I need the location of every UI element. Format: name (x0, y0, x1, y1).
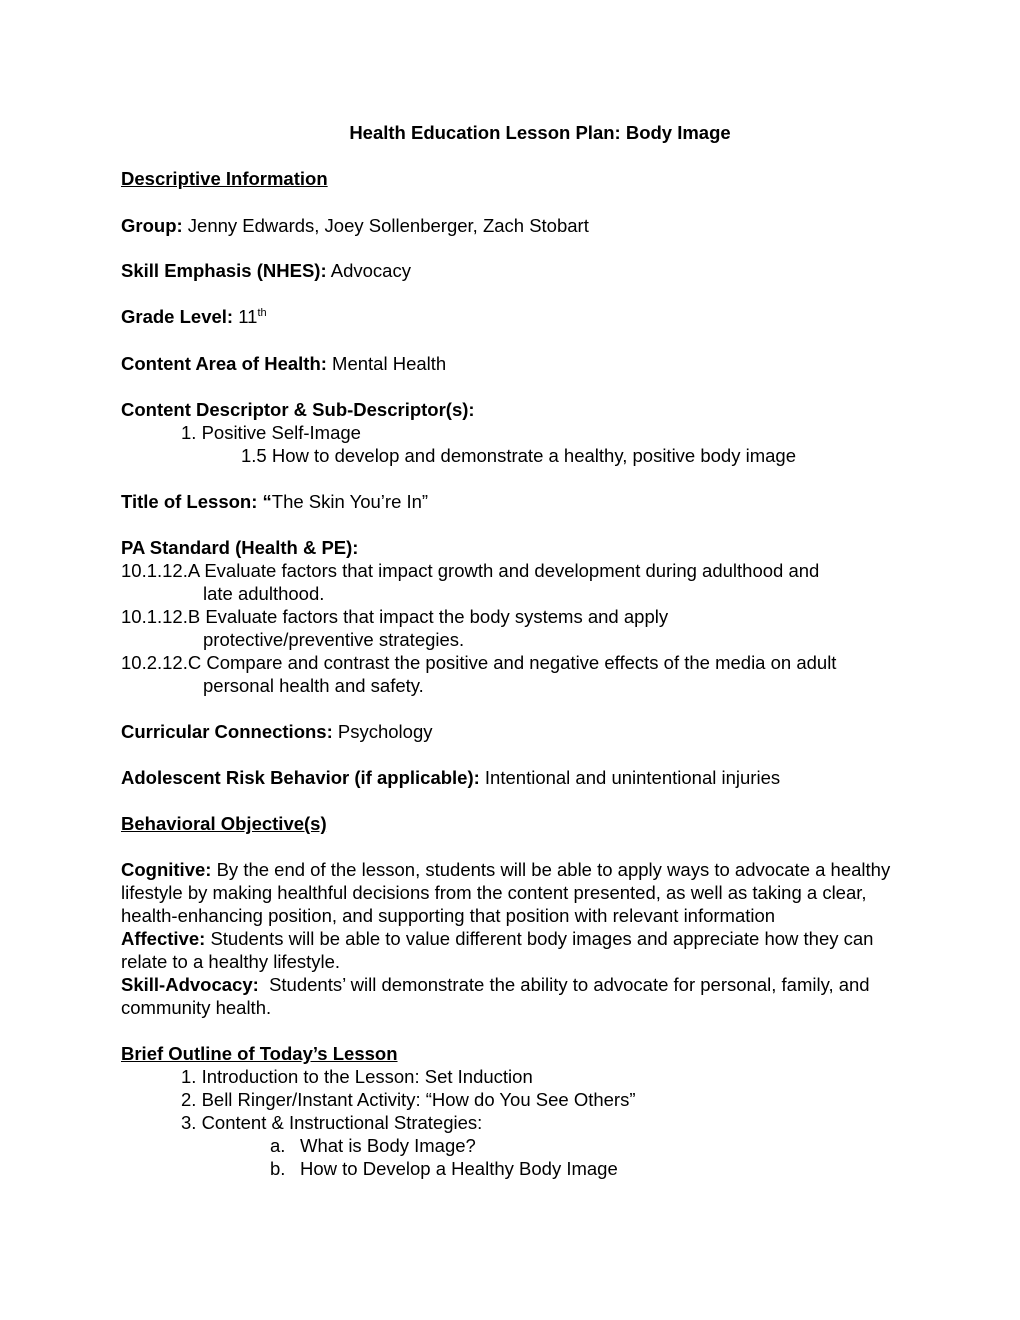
outline-item-1: 1. Introduction to the Lesson: Set Induction (181, 1066, 533, 1087)
affective-label: Affective: (121, 928, 206, 949)
content-area-value: Mental Health (332, 353, 447, 374)
grade-level-label: Grade Level: (121, 306, 234, 327)
outline-heading: Brief Outline of Today’s Lesson (121, 1043, 398, 1064)
lesson-title-row (121, 490, 428, 513)
pa-standard-c-line-2: personal health and safety. (203, 675, 424, 696)
group-value: Jenny Edwards, Joey Sollenberger, Zach Stobart (187, 215, 589, 236)
affective-text-1: Students will be able to value different body images and appreciate how they can (210, 928, 874, 949)
affective-line-2: relate to a healthy lifestyle. (121, 951, 341, 972)
cognitive-line-1 (121, 858, 890, 881)
outline-subitem-b-marker: b. (270, 1158, 286, 1179)
group-label: Group: (121, 215, 183, 236)
pa-standard-b-line-1: 10.1.12.B Evaluate factors that impact the body systems and apply (121, 606, 669, 627)
cognitive-label: Cognitive: (121, 859, 212, 880)
grade-level-row (121, 305, 267, 328)
grade-level-suffix: th (257, 306, 267, 319)
content-descriptor-label: Content Descriptor & Sub-Descriptor(s): (121, 399, 475, 420)
curricular-connections-label: Curricular Connections: (121, 721, 333, 742)
skill-advocacy-line-2: community health. (121, 997, 272, 1018)
outline-subitem-a-marker: a. (270, 1135, 286, 1156)
outline-subitem-a: What is Body Image? (300, 1135, 476, 1156)
content-area-label: Content Area of Health: (121, 353, 327, 374)
outline-subitem-b: How to Develop a Healthy Body Image (300, 1158, 618, 1179)
pa-standard-a-line-1: 10.1.12.A Evaluate factors that impact growth and development during adulthood and (121, 560, 820, 581)
cognitive-line-3: health-enhancing position, and supporting that position with relevant information (121, 905, 776, 926)
grade-level-value: 11 (238, 306, 258, 327)
risk-behavior-label: Adolescent Risk Behavior (if applicable): (121, 767, 480, 788)
skill-advocacy-line-1 (121, 973, 870, 996)
affective-line-1 (121, 927, 873, 950)
pa-standard-b-line-2: protective/preventive strategies. (203, 629, 465, 650)
skill-emphasis-label: Skill Emphasis (NHES): (121, 260, 327, 281)
descriptive-information-heading: Descriptive Information (121, 168, 328, 189)
lesson-title-label: Title of Lesson: “ (121, 491, 272, 512)
cognitive-line-2: lifestyle by making healthful decisions from the content presented, as well as taking a clear, (121, 882, 867, 903)
curricular-connections-value: Psychology (337, 721, 433, 742)
skill-emphasis-value: Advocacy (330, 260, 411, 281)
outline-item-2: 2. Bell Ringer/Instant Activity: “How do You See Others” (181, 1089, 636, 1110)
page-title: Health Education Lesson Plan: Body Image (349, 122, 731, 143)
outline-item-3: 3. Content & Instructional Strategies: (181, 1112, 483, 1133)
skill-advocacy-text-1: Students’ will demonstrate the ability to advocate for personal, family, and (269, 974, 870, 995)
skill-emphasis-row (121, 259, 411, 282)
behavioral-objectives-heading: Behavioral Objective(s) (121, 813, 327, 834)
risk-behavior-row (121, 766, 780, 789)
pa-standard-c-line-1: 10.2.12.C Compare and contrast the positive and negative effects of the media on adult (121, 652, 837, 673)
group-row (121, 214, 589, 237)
pa-standard-a-line-2: late adulthood. (203, 583, 325, 604)
skill-advocacy-label: Skill-Advocacy: (121, 974, 259, 995)
curricular-connections-row (121, 720, 433, 743)
content-area-row (121, 352, 446, 375)
descriptor-item-1-5: 1.5 How to develop and demonstrate a healthy, positive body image (241, 445, 796, 466)
risk-behavior-value: Intentional and unintentional injuries (484, 767, 781, 788)
lesson-title-value: The Skin You’re In” (271, 491, 429, 512)
pa-standard-label: PA Standard (Health & PE): (121, 537, 359, 558)
descriptor-item-1: 1. Positive Self-Image (181, 422, 361, 443)
cognitive-text-1: By the end of the lesson, students will be able to apply ways to advocate a healthy (216, 859, 891, 880)
